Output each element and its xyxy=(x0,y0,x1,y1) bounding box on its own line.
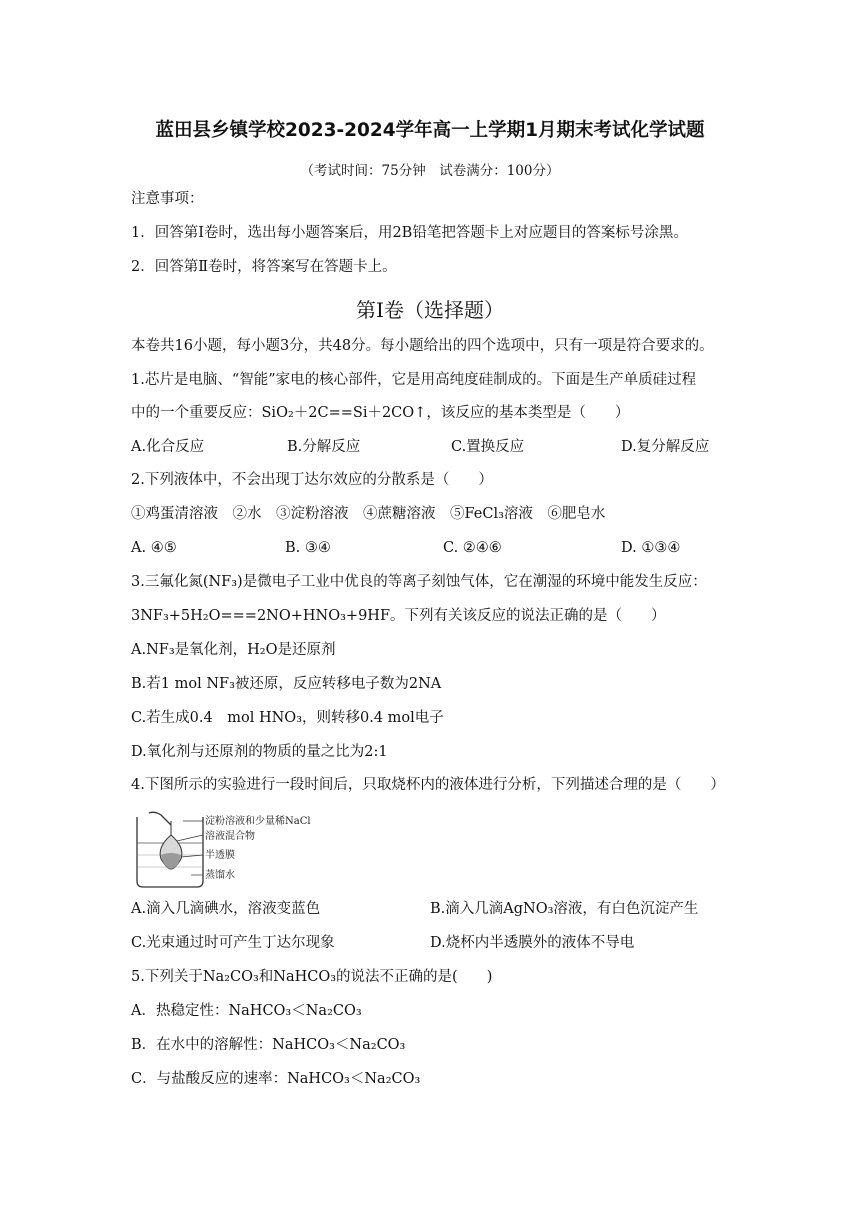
notice-item-1: 1．回答第Ⅰ卷时，选出每小题答案后，用2B铅笔把答题卡上对应题目的答案标号涂黑。 xyxy=(131,225,688,241)
diagram-label-water: 蒸馏水 xyxy=(205,870,235,881)
q4-option-d: D.烧杯内半透膜外的液体不导电 xyxy=(430,935,635,951)
q1-stem-line1: 1.芯片是电脑、“智能”家电的核心部件，它是用高纯度硅制成的。下面是生产单质硅过程 xyxy=(131,372,697,388)
q2-stem: 2.下列液体中，不会出现丁达尔效应的分散系是（ ） xyxy=(131,472,493,488)
section-intro: 本卷共16小题，每小题3分，共48分。每小题给出的四个选项中，只有一项是符合要求的。 xyxy=(131,338,714,354)
q2-option-d: D. ①③④ xyxy=(621,540,681,556)
q4-option-c: C.光束通过时可产生丁达尔现象 xyxy=(131,935,335,951)
exam-subtitle: （考试时间：75分钟 试卷满分：100分） xyxy=(300,163,560,179)
q2-option-b: B. ③④ xyxy=(285,540,331,556)
q3-option-c: C.若生成0.4 mol HNO₃，则转移0.4 mol电子 xyxy=(131,710,444,726)
q3-option-b: B.若1 mol NF₃被还原，反应转移电子数为2NA xyxy=(131,676,442,692)
q5-option-b: B．在水中的溶解性：NaHCO₃＜Na₂CO₃ xyxy=(131,1037,406,1053)
q2-option-a: A. ④⑤ xyxy=(131,540,177,556)
q5-option-c: C．与盐酸反应的速率：NaHCO₃＜Na₂CO₃ xyxy=(131,1071,421,1087)
diagram-label-mixture-2: 溶液混合物 xyxy=(205,831,255,842)
leader-line xyxy=(181,855,203,857)
q1-option-a: A.化合反应 xyxy=(131,439,205,455)
q4-option-b: B.滴入几滴AgNO₃溶液，有白色沉淀产生 xyxy=(430,901,699,917)
diagram-label-membrane: 半透膜 xyxy=(205,850,235,861)
q3-stem-line2: 3NF₃+5H₂O===2NO+HNO₃+9HF。下列有关该反应的说法正确的是（ ） xyxy=(131,608,666,624)
q2-items: ①鸡蛋清溶液 ②水 ③淀粉溶液 ④蔗糖溶液 ⑤FeCl₃溶液 ⑥肥皂水 xyxy=(131,506,606,522)
q5-stem: 5.下列关于Na₂CO₃和NaHCO₃的说法不正确的是( ) xyxy=(131,969,493,985)
q1-option-c: C.置换反应 xyxy=(451,439,525,455)
leader-line xyxy=(177,835,203,841)
q3-stem-line1: 3.三氟化氮(NF₃)是微电子工业中优良的等离子刻蚀气体，它在潮湿的环境中能发生反应： xyxy=(131,574,707,590)
q4-stem: 4.下图所示的实验进行一段时间后，只取烧杯内的液体进行分析，下列描述合理的是（ ） xyxy=(131,777,725,793)
q1-option-d: D.复分解反应 xyxy=(621,439,710,455)
q4-option-a: A.滴入几滴碘水，溶液变蓝色 xyxy=(131,901,321,917)
q1-stem-line2: 中的一个重要反应：SiO₂＋2C==Si＋2CO↑，该反应的基本类型是（ ） xyxy=(131,405,630,421)
q1-option-b: B.分解反应 xyxy=(287,439,361,455)
exam-title: 蓝田县乡镇学校2023-2024学年高一上学期1月期末考试化学试题 xyxy=(155,120,705,141)
q5-option-a: A．热稳定性：NaHCO₃＜Na₂CO₃ xyxy=(131,1003,362,1019)
diagram-label-mixture-1: 淀粉溶液和少量稀NaCl xyxy=(205,816,311,827)
bag-solution xyxy=(161,853,181,869)
q2-option-c: C. ②④⑥ xyxy=(443,540,502,556)
q3-option-a: A.NF₃是氧化剂，H₂O是还原剂 xyxy=(131,642,336,658)
notice-item-2: 2．回答第Ⅱ卷时，将答案写在答题卡上。 xyxy=(131,259,397,275)
notice-heading: 注意事项： xyxy=(131,191,204,207)
dialysis-beaker-diagram xyxy=(131,811,341,889)
q3-option-d: D.氧化剂与还原剂的物质的量之比为2:1 xyxy=(131,744,388,760)
support-rod xyxy=(149,812,171,825)
section-title: 第Ⅰ卷（选择题） xyxy=(356,298,504,322)
